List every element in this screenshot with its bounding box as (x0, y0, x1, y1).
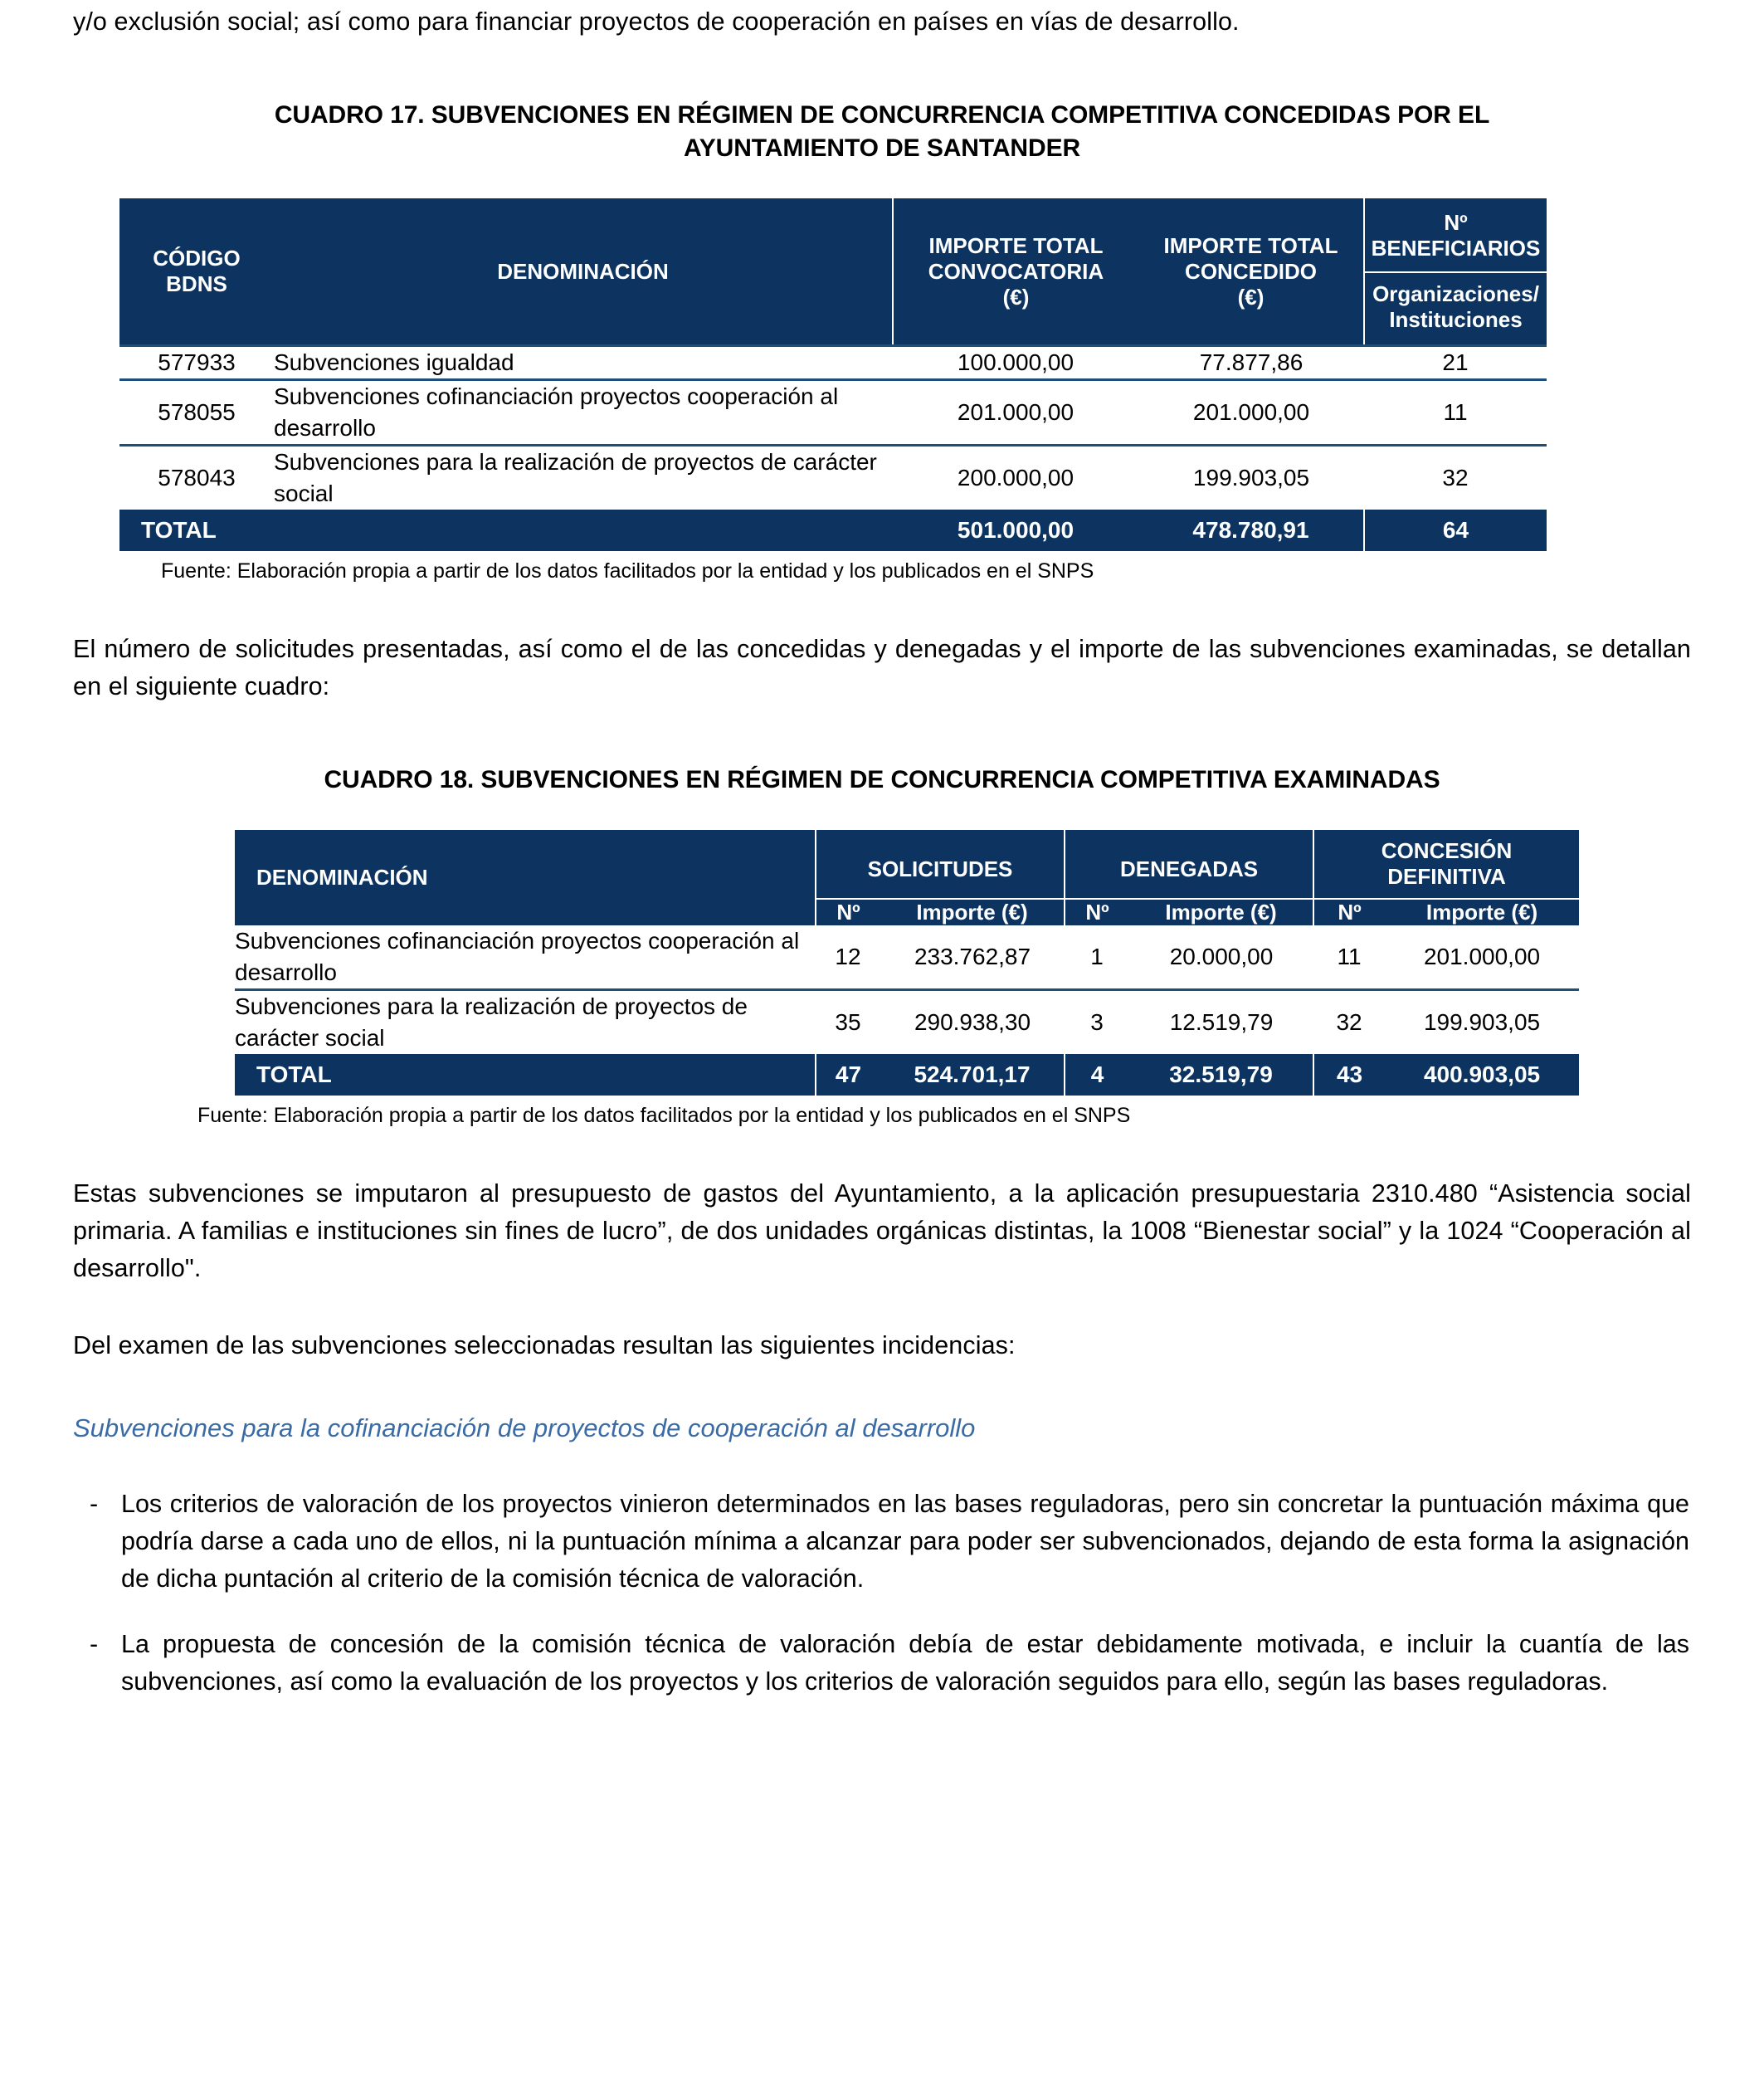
table17-total-concedido: 478.780,91 (1138, 510, 1364, 551)
table17-th-importe-convocatoria (893, 198, 1138, 346)
table17-th-conc-l3: (€) (1237, 284, 1265, 310)
table17-cell-beneficiarios: 21 (1364, 346, 1547, 380)
table18-cell-denegadas-n: 3 (1065, 990, 1129, 1055)
spacer (73, 584, 1691, 631)
table18-th-denegadas: DENEGADAS (1065, 830, 1313, 899)
table18-title: CUADRO 18. SUBVENCIONES EN RÉGIMEN DE CONCURRENCIA COMPETITIVA EXAMINADAS (324, 766, 1440, 793)
table18-th-solicitudes-importe: Importe (€) (880, 899, 1065, 925)
incidencias-list (73, 1486, 1691, 1701)
table17-th-conc-l1: IMPORTE TOTAL (1163, 232, 1338, 258)
table-row (235, 990, 1579, 1055)
table18-total-label: TOTAL (235, 1054, 816, 1096)
table18-cell-denominacion: Subvenciones para la realización de proyectos de carácter social (235, 990, 816, 1055)
table17-th-codigo (119, 198, 274, 346)
table17-th-conv-l2: CONVOCATORIA (928, 258, 1104, 284)
table18-cell-solicitudes-importe: 290.938,30 (880, 990, 1065, 1055)
table17-cell-denominacion: Subvenciones cofinanciación proyectos cooperación al desarrollo (274, 380, 893, 446)
list-item-text: La propuesta de concesión de la comisión técnica de valoración debía de estar debidamente motivada, e incluir la cuantía de las subvenciones, así como la evaluación de los proyectos y los criterios de valoración seguidos para ello, según las bases reguladoras. (121, 1630, 1689, 1696)
table18 (235, 830, 1579, 1096)
spacer (73, 1129, 1691, 1175)
subheading-cofinanciacion: Subvenciones para la cofinanciación de proyectos de cooperación al desarrollo (73, 1413, 976, 1442)
table17-cell-convocatoria: 200.000,00 (893, 446, 1138, 510)
spacer (73, 1287, 1691, 1327)
table-row (119, 380, 1547, 446)
bullet-marker-icon: - (90, 1490, 99, 1518)
table17-cell-codigo: 578043 (119, 446, 274, 510)
table18-total-concesion-importe: 400.903,05 (1385, 1054, 1579, 1096)
table17-cell-codigo: 577933 (119, 346, 274, 380)
bullet-marker-icon: - (90, 1630, 99, 1658)
table18-cell-denominacion: Subvenciones cofinanciación proyectos cooperación al desarrollo (235, 925, 816, 990)
table17 (119, 198, 1547, 551)
table18-th-denegadas-num: Nº (1065, 899, 1129, 925)
middle-paragraph: El número de solicitudes presentadas, así como el de las concedidas y denegadas y el importe de las subvenciones examinadas, se detallan en el siguiente cuadro: (73, 635, 1691, 700)
table17-fuente: Fuente: Elaboración propia a partir de los datos facilitados por la entidad y los publicados en el SNPS (161, 559, 1094, 583)
intro-paragraph: y/o exclusión social; así como para financiar proyectos de cooperación en países en vías de desarrollo. (73, 7, 1240, 36)
table18-th-solicitudes-num: Nº (816, 899, 880, 925)
table18-cell-solicitudes-n: 12 (816, 925, 880, 990)
table17-total-convocatoria: 501.000,00 (893, 510, 1138, 551)
table18-cell-concesion-importe: 201.000,00 (1385, 925, 1579, 990)
spacer (73, 41, 1691, 99)
table18-th-denegadas-importe: Importe (€) (1129, 899, 1313, 925)
table18-wrapper (185, 830, 1579, 1096)
table17-cell-concedido: 77.877,86 (1138, 346, 1364, 380)
table18-th-concesion-importe: Importe (€) (1385, 899, 1579, 925)
table17-head (119, 198, 1547, 346)
table17-wrapper (73, 198, 1547, 551)
table18-head (235, 830, 1579, 925)
table18-total-denegadas-importe: 32.519,79 (1129, 1054, 1313, 1096)
table17-th-denominacion: DENOMINACIÓN (274, 198, 893, 346)
table18-cell-concesion-n: 11 (1313, 925, 1385, 990)
table18-cell-denegadas-importe: 20.000,00 (1129, 925, 1313, 990)
spacer (73, 797, 1691, 830)
table17-th-beneficiarios: Nº BENEFICIARIOS (1364, 198, 1547, 272)
table17-th-conv-l3: (€) (1002, 284, 1030, 310)
table18-fuente: Fuente: Elaboración propia a partir de los datos facilitados por la entidad y los publicados en el SNPS (197, 1104, 1131, 1127)
table18-th-denominacion: DENOMINACIÓN (235, 830, 816, 925)
table17-th-conv-l1: IMPORTE TOTAL (928, 232, 1104, 258)
table18-th-concesion-l2: DEFINITIVA (1387, 864, 1506, 889)
table17-total-row (119, 510, 1547, 551)
document-page (0, 3, 1764, 1701)
spacer (73, 705, 1691, 764)
table18-cell-denegadas-n: 1 (1065, 925, 1129, 990)
table18-cell-denegadas-importe: 12.519,79 (1129, 990, 1313, 1055)
table17-cell-denominacion: Subvenciones igualdad (274, 346, 893, 380)
table17-header-row (119, 198, 1547, 272)
table17-cell-convocatoria: 201.000,00 (893, 380, 1138, 446)
table17-cell-beneficiarios: 32 (1364, 446, 1547, 510)
table17-th-conc-l2: CONCEDIDO (1185, 258, 1317, 284)
table17-cell-concedido: 199.903,05 (1138, 446, 1364, 510)
table18-total-concesion-n: 43 (1313, 1054, 1385, 1096)
table17-th-benef-l1: Organizaciones/ (1372, 281, 1539, 306)
list-item (73, 1626, 1691, 1701)
table-row (119, 346, 1547, 380)
table18-body (235, 925, 1579, 1096)
list-item (73, 1486, 1691, 1598)
table17-cell-denominacion: Subvenciones para la realización de proyectos de carácter social (274, 446, 893, 510)
table18-total-denegadas-n: 4 (1065, 1054, 1129, 1096)
table17-th-codigo-line1: CÓDIGO (153, 246, 241, 271)
spacer (73, 1364, 1691, 1411)
table17-th-beneficiarios-sub (1364, 272, 1547, 346)
paragraph-incidencias: Del examen de las subvenciones seleccionadas resultan las siguientes incidencias: (73, 1331, 1016, 1359)
paragraph-budget: Estas subvenciones se imputaron al presupuesto de gastos del Ayuntamiento, a la aplicación presupuestaria 2310.480 “Asistencia social primaria. A familias e instituciones sin fines de lucro”, de dos unidades orgánicas distintas, la 1008 “Bienestar social” y la 1024 “Cooperación al desarrollo". (73, 1179, 1691, 1282)
table18-cell-solicitudes-n: 35 (816, 990, 880, 1055)
table18-header-row (235, 830, 1579, 899)
table18-th-solicitudes: SOLICITUDES (816, 830, 1065, 899)
table17-th-codigo-line2: BDNS (166, 271, 227, 296)
spacer (73, 1446, 1691, 1486)
table18-th-concesion (1313, 830, 1579, 899)
list-item-text: Los criterios de valoración de los proyectos vinieron determinados en las bases reguladoras, pero sin concretar la puntuación máxima que podría darse a cada uno de ellos, ni la puntuación mínima a alcanzar para poder ser subvencionados, dejando de esta forma la asignación de dicha puntación al criterio de la comisión técnica de valoración. (121, 1490, 1689, 1593)
table17-cell-convocatoria: 100.000,00 (893, 346, 1138, 380)
table17-th-benef-l2: Instituciones (1389, 307, 1523, 332)
table18-total-solicitudes-n: 47 (816, 1054, 880, 1096)
table18-cell-concesion-n: 32 (1313, 990, 1385, 1055)
table18-th-concesion-l1: CONCESIÓN (1381, 838, 1513, 863)
table18-total-solicitudes-importe: 524.701,17 (880, 1054, 1065, 1096)
table17-total-beneficiarios: 64 (1364, 510, 1547, 551)
table18-total-row (235, 1054, 1579, 1096)
table17-title: CUADRO 17. SUBVENCIONES EN RÉGIMEN DE CONCURRENCIA COMPETITIVA CONCEDIDAS POR EL AYUNTAMIENTO DE SANTANDER (274, 101, 1490, 162)
table17-th-importe-concedido (1138, 198, 1364, 346)
table17-total-label: TOTAL (119, 510, 893, 551)
table17-cell-concedido: 201.000,00 (1138, 380, 1364, 446)
table18-th-concesion-num: Nº (1313, 899, 1385, 925)
table17-body (119, 346, 1547, 552)
table-row (119, 446, 1547, 510)
table17-cell-beneficiarios: 11 (1364, 380, 1547, 446)
table-row (235, 925, 1579, 990)
table17-cell-codigo: 578055 (119, 380, 274, 446)
table18-cell-concesion-importe: 199.903,05 (1385, 990, 1579, 1055)
table18-cell-solicitudes-importe: 233.762,87 (880, 925, 1065, 990)
spacer (73, 165, 1691, 198)
